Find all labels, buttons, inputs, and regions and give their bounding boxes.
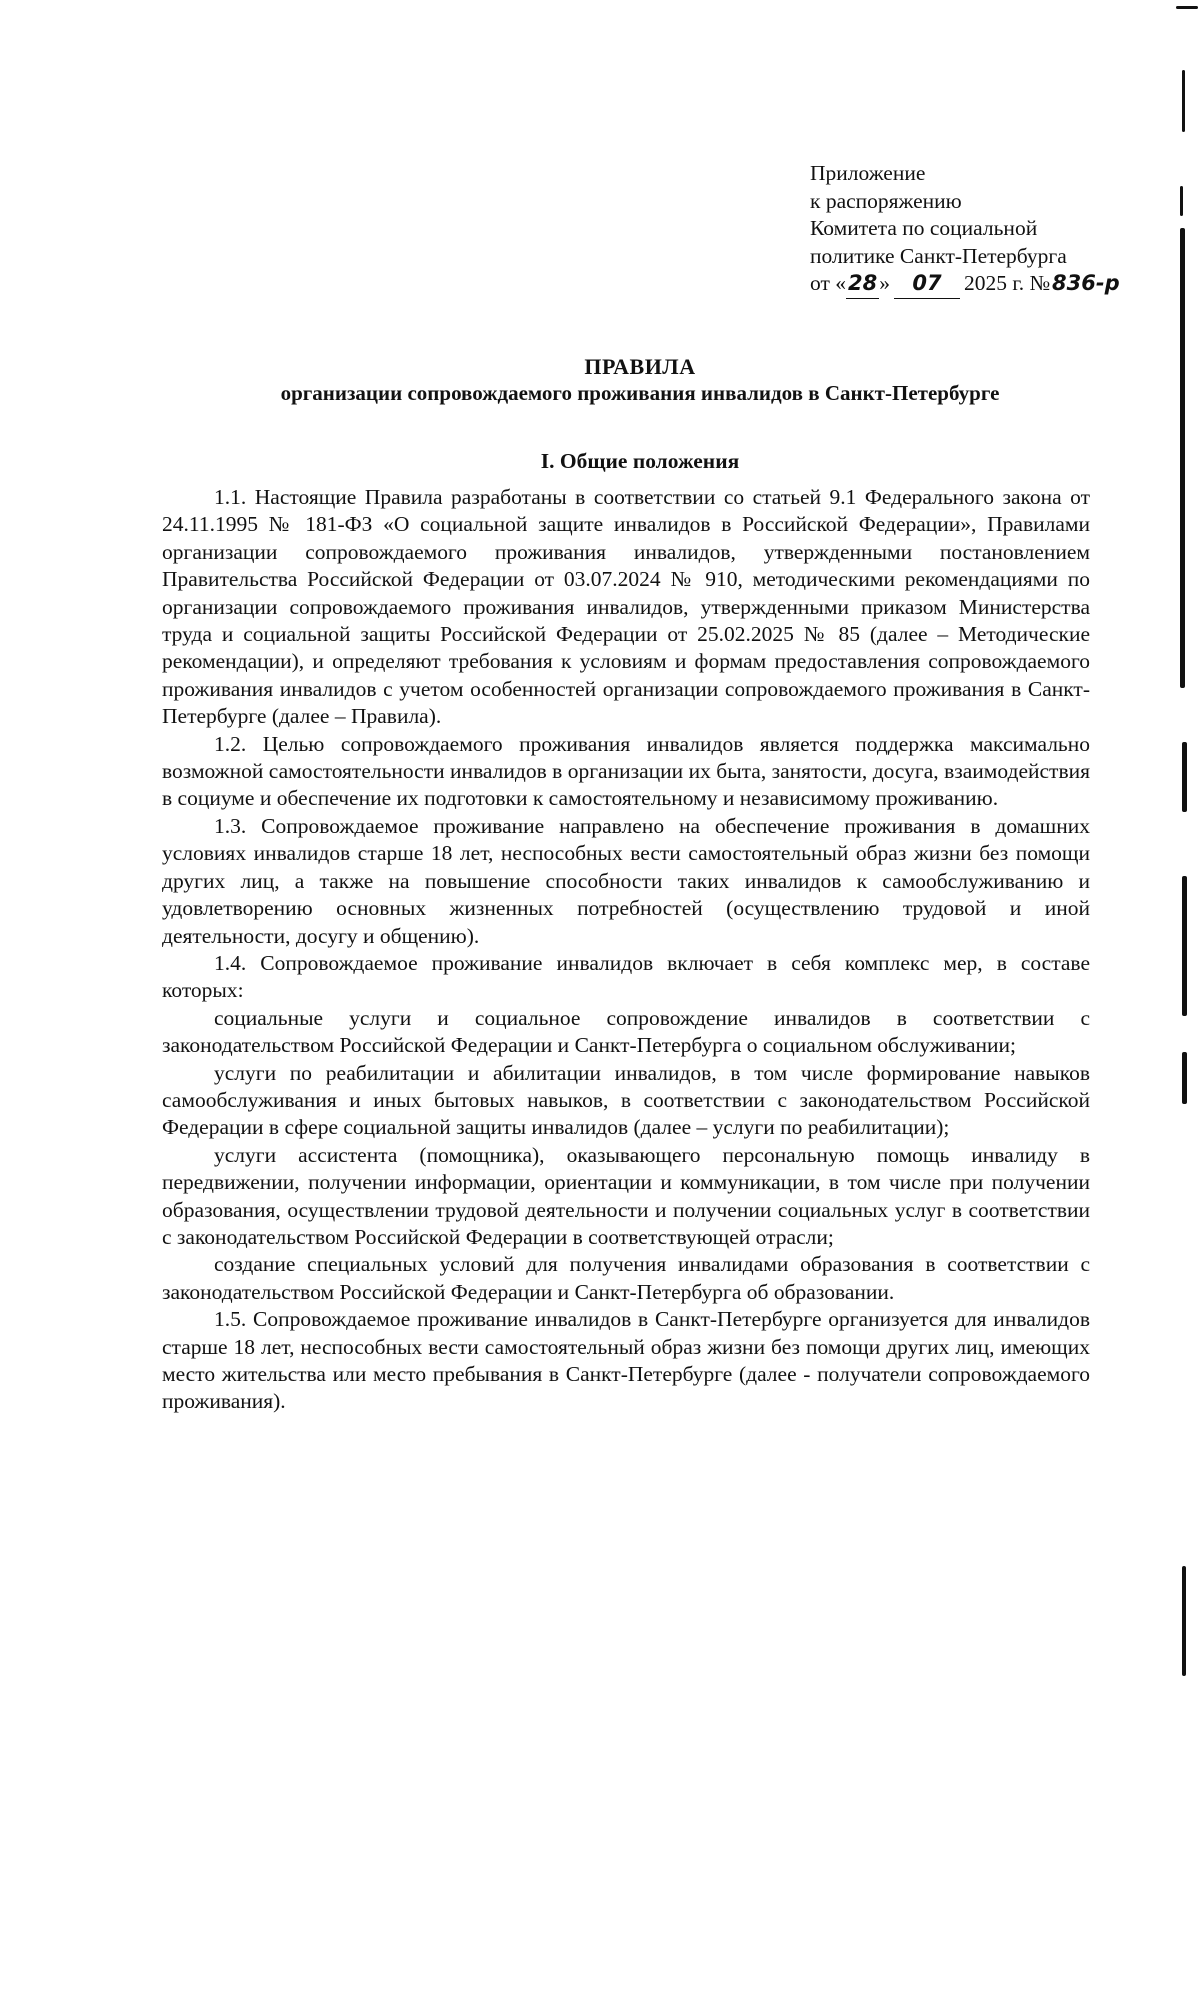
paragraph: 1.4. Сопровождаемое проживание инвалидов включает в себя комплекс мер, в составе которых: (162, 950, 1090, 1003)
document-title: ПРАВИЛА (584, 354, 696, 379)
date-year: 2025 г. № (963, 271, 1051, 295)
scan-edge-mark (1182, 1052, 1187, 1104)
list-item: социальные услуги и социальное сопровождение инвалидов в соответствии с законодательством Российской Федерации и Санкт-Петербурга о социальном обслуживании; (162, 1005, 1090, 1058)
appendix-date-line (810, 270, 1170, 299)
list-item: создание специальных условий для получения инвалидами образования в соответствии с законодательством Российской Федерации и Санкт-Петербурга об образовании. (162, 1252, 1090, 1304)
scan-edge-mark (1182, 1566, 1186, 1676)
paragraph: 1.1. Настоящие Правила разработаны в соответствии со статьей 9.1 Федерального закона от 24.11.1995 № 181-ФЗ «О социальной защите инвалидов в Российской Федерации», Правилами организации сопровождаемого проживания инвалидов, утвержденными постановлением Правительства Российской Федерации от 03.07.2024 № 910, методическими рекомендациями по организации сопровождаемого проживания инвалидов, утвержденными приказом Министерства труда и социальной защиты Российской Федерации от 25.02.2025 № 85 (далее – Методические рекомендации), и определяют требования к условиям и формам предоставления сопровождаемого проживания инвалидов с учетом особенностей организации сопровождаемого проживания в Санкт-Петербурге (далее – Правила). (162, 485, 1090, 729)
document-body (162, 484, 1090, 1416)
scan-edge-mark (1182, 742, 1187, 812)
date-prefix: от « (810, 271, 846, 295)
appendix-line: политике Санкт-Петербурга (810, 243, 1067, 268)
paragraph: 1.5. Сопровождаемое проживание инвалидов в Санкт-Петербурге организуется для инвалидов старше 18 лет, неспособных вести самостоятельный образ жизни без помощи других лиц, имеющих место жительства или место пребывания в Санкт-Петербурге (далее - получатели сопровождаемого проживания). (162, 1307, 1090, 1414)
document-subtitle: организации сопровождаемого проживания инвалидов в Санкт-Петербурге (280, 381, 1000, 405)
handwritten-number: 836-р (1052, 271, 1120, 295)
scan-edge-mark (1180, 186, 1183, 216)
paragraph: 1.2. Целью сопровождаемого проживания инвалидов является поддержка максимально возможной самостоятельности инвалидов в организации их быта, занятости, досуга, взаимодействия в социуме и обеспечение их подготовки к самостоятельному и независимому проживанию. (162, 731, 1090, 811)
scan-edge-mark (1182, 70, 1185, 132)
appendix-block (810, 160, 1170, 299)
appendix-line: к распоряжению (810, 188, 962, 213)
list-item: услуги по реабилитации и абилитации инвалидов, в том числе формирование навыков самообслуживания и иных бытовых навыков, в соответствии с законодательством Российской Федерации в сфере социальной защиты инвалидов (далее – услуги по реабилитации); (162, 1060, 1090, 1140)
handwritten-day: 28 (846, 270, 879, 299)
appendix-line: Приложение (810, 161, 926, 185)
scan-edge-mark (1182, 876, 1187, 1016)
scan-edge-mark (1176, 6, 1198, 9)
section-title: I. Общие положения (540, 449, 740, 473)
date-mid: » (879, 271, 890, 295)
handwritten-month: 07 (894, 270, 960, 299)
scan-edge-mark (1180, 228, 1185, 688)
paragraph: 1.3. Сопровождаемое проживание направлено на обеспечение проживания в домашних условиях инвалидов старше 18 лет, неспособных вести самостоятельный образ жизни без помощи других лиц, а также на повышение способности таких инвалидов к самообслуживанию и удовлетворению основных жизненных потребностей (осуществлению трудовой и иной деятельности, досугу и общению). (162, 813, 1090, 948)
list-item: услуги ассистента (помощника), оказывающего персональную помощь инвалиду в передвижении, получении информации, ориентации и коммуникации, в том числе при получении образования, осуществлении трудовой деятельности и получении социальных услуг в соответствии с законодательством Российской Федерации в соответствующей отрасли; (162, 1142, 1090, 1249)
appendix-line: Комитета по социальной (810, 216, 1038, 240)
